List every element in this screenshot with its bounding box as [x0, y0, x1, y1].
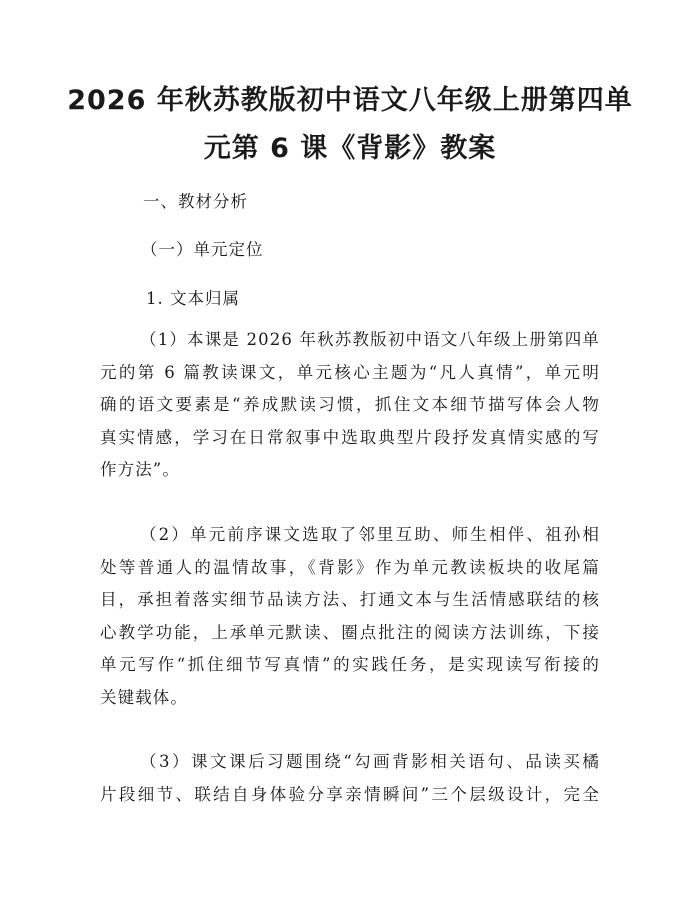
paragraph-line: （2）单元前序课文选取了邻里互助、师生相伴、祖孙相 [140, 525, 600, 544]
paragraph-line: 处等普通人的温情故事，《背影》作为单元教读板块的收尾篇 [100, 557, 600, 577]
paragraph-line: 单元写作“抓住细节写真情”的实践任务，是实现读写衔接的 [100, 655, 600, 674]
paragraph-1 [100, 324, 600, 487]
document-title-line-1: 2026 年秋苏教版初中语文八年级上册第四单 [67, 85, 633, 116]
paragraph-line: 关键载体。 [100, 687, 188, 707]
paragraph-2 [100, 519, 600, 714]
document-title-line-2: 元第 6 课《背影》教案 [203, 133, 497, 164]
paragraph-line: 真实情感，学习在日常叙事中选取典型片段抒发真情实感的写 [100, 427, 600, 447]
paragraph-line: 心教学功能，上承单元默读、圈点批注的阅读方法训练，下接 [100, 622, 600, 642]
paragraph-3 [100, 746, 600, 811]
subsection-heading: （一）单元定位 [141, 240, 264, 259]
paragraph-line: 确的语文要素是“养成默读习惯，抓住文本细节描写体会人物 [100, 395, 600, 414]
paragraph-line: （1）本课是 2026 年秋苏教版初中语文八年级上册第四单 [140, 330, 600, 349]
paragraph-line: 元的第 6 篇教读课文，单元核心主题为“凡人真情”，单元明 [100, 362, 600, 382]
section-heading: 一、教材分析 [143, 192, 248, 211]
paragraph-line: （3）课文课后习题围绕“勾画背影相关语句、品读买橘 [140, 752, 600, 771]
paragraph-line: 目，承担着落实细节品读方法、打通文本与生活情感联结的核 [100, 590, 600, 609]
paragraph-line: 作方法”。 [100, 460, 180, 479]
paragraph-line: 片段细节、联结自身体验分享亲情瞬间”三个层级设计，完全 [100, 784, 600, 804]
item-heading: 1. 文本归属 [146, 289, 240, 308]
